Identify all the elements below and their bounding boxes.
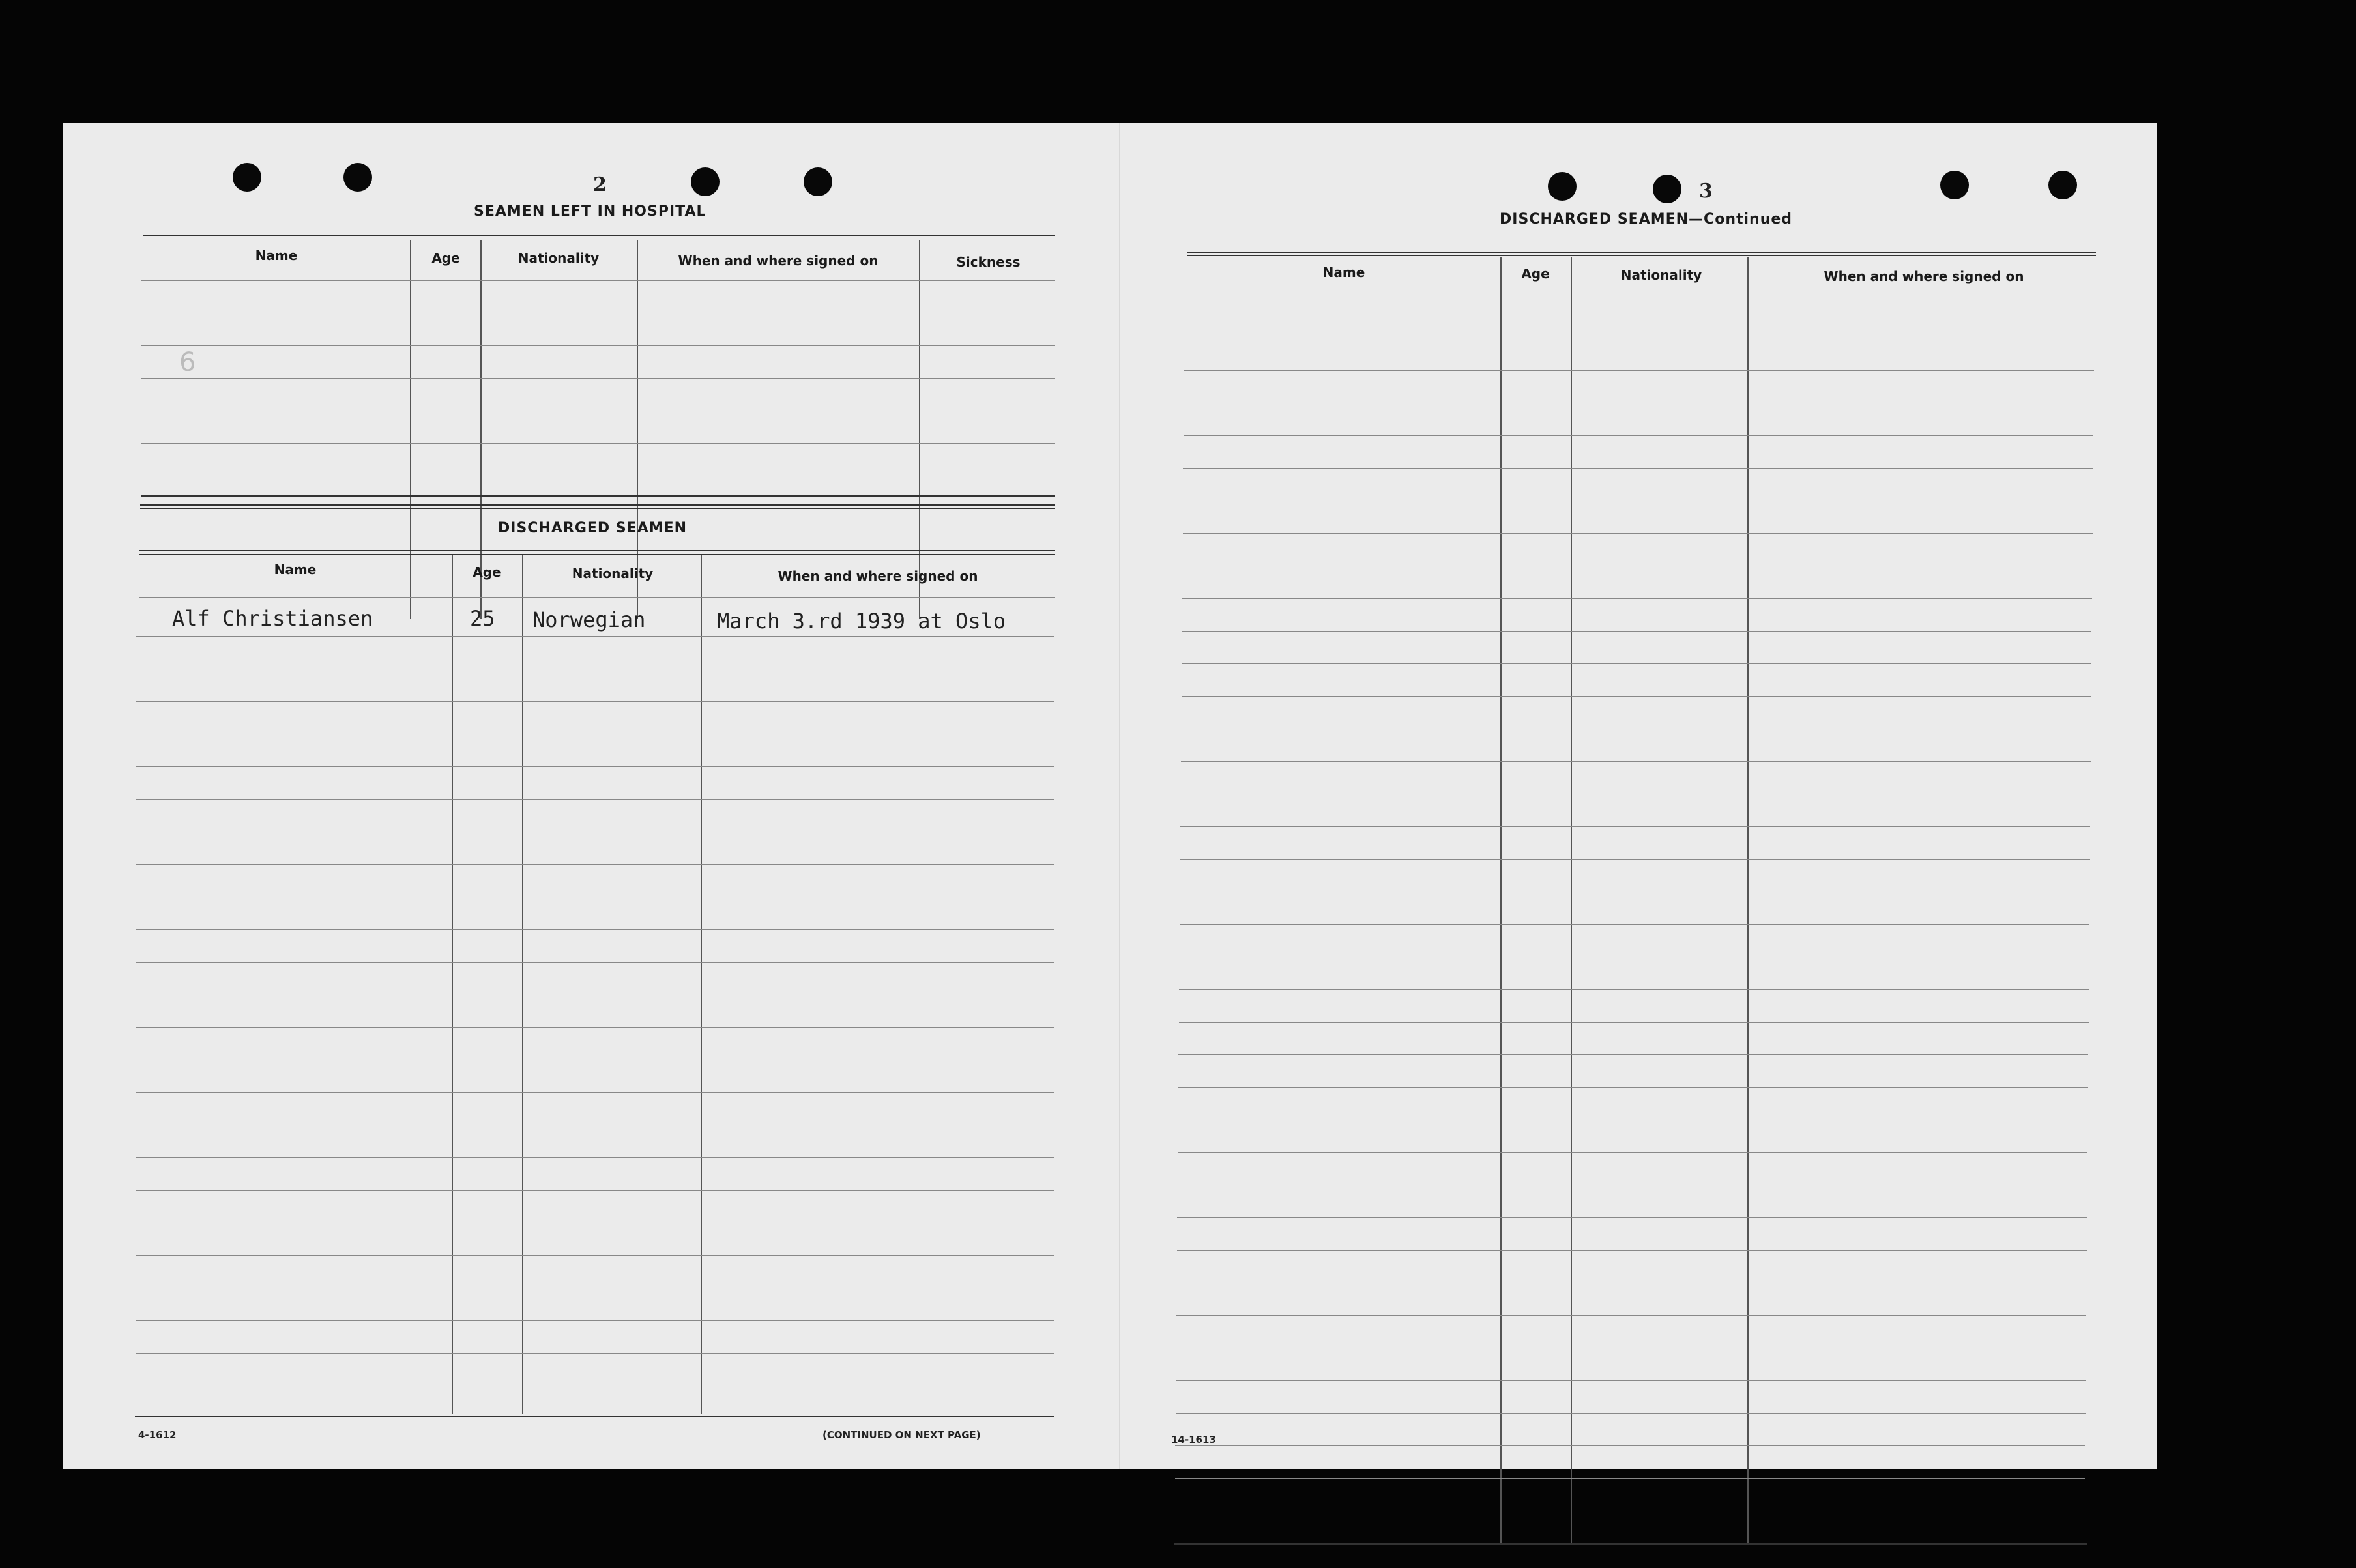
row-line: [136, 1190, 1054, 1191]
column-divider: [522, 555, 523, 1414]
punch-hole: [1653, 175, 1681, 203]
row-line: [136, 962, 1054, 963]
section-title-discharged: DISCHARGED SEAMEN: [498, 520, 688, 536]
row-line: [136, 1320, 1054, 1321]
row-line: [1179, 989, 2089, 990]
punch-hole: [2048, 171, 2077, 199]
row-line: [136, 636, 1054, 637]
manifest-sheet: [63, 123, 2157, 1469]
column-divider: [1747, 257, 1749, 1543]
col-header-name: Name: [255, 248, 298, 263]
column-divider: [452, 555, 453, 1414]
row-line: [136, 1353, 1054, 1354]
row-line: [139, 597, 1055, 598]
punch-hole: [233, 163, 261, 192]
column-divider: [1500, 257, 1502, 1543]
row-line: [1177, 1217, 2087, 1218]
punch-hole: [343, 163, 372, 192]
row-line: [1180, 826, 2090, 827]
table-top-rule: [1187, 252, 2096, 256]
row-line: [136, 799, 1054, 800]
row-line: [136, 1157, 1054, 1158]
row-line: [1182, 663, 2091, 664]
section-title-discharged-continued: DISCHARGED SEAMEN—Continued: [1500, 211, 1793, 227]
col-header-age: Age: [431, 250, 460, 266]
row-line: [136, 1255, 1054, 1256]
row-line: [136, 1092, 1054, 1093]
col-header-name: Name: [274, 562, 317, 577]
stray-mark: 6: [179, 347, 196, 377]
punch-hole: [691, 167, 720, 196]
row-line: [1177, 1250, 2087, 1251]
col-header-age: Age: [1521, 266, 1550, 282]
table-top-rule: [143, 235, 1055, 239]
row-line: [1180, 924, 2089, 925]
table-rule: [140, 504, 1055, 509]
row-line: [1182, 696, 2091, 697]
page-number: 3: [1699, 180, 1713, 203]
continued-note: (CONTINUED ON NEXT PAGE): [822, 1429, 981, 1441]
right-page: [1119, 123, 2157, 1469]
row-line: [141, 280, 1055, 281]
row-line: [136, 701, 1054, 702]
row-line: [1175, 1445, 2085, 1446]
row-line: [136, 929, 1054, 930]
row-line: [136, 864, 1054, 865]
column-divider: [919, 240, 920, 619]
col-header-nationality: Nationality: [517, 250, 600, 266]
row-line: [141, 495, 1055, 497]
col-header-sickness: Sickness: [956, 254, 1021, 270]
column-divider: [1571, 257, 1572, 1543]
form-number: 14-1613: [1171, 1434, 1216, 1445]
column-divider: [480, 240, 482, 619]
row-line: [1178, 1054, 2088, 1055]
table-top-rule: [139, 550, 1055, 555]
form-number: 4-1612: [138, 1429, 177, 1441]
seaman-age: 25: [470, 606, 495, 631]
col-header-age: Age: [473, 564, 501, 580]
punch-hole: [804, 167, 832, 196]
row-line: [1176, 1315, 2086, 1316]
row-line: [1184, 435, 2093, 436]
row-line: [1178, 1087, 2088, 1088]
col-header-nationality: Nationality: [572, 566, 654, 581]
row-line: [135, 1416, 1054, 1417]
seaman-name: Alf Christiansen: [172, 606, 373, 631]
row-line: [1175, 1478, 2085, 1479]
row-line: [141, 378, 1055, 379]
row-line: [1182, 598, 2092, 599]
left-page: [63, 123, 1119, 1469]
col-header-signed-on: When and where signed on: [778, 568, 978, 584]
column-divider: [637, 240, 638, 619]
row-line: [1176, 1413, 2086, 1414]
row-line: [141, 443, 1055, 444]
col-header-name: Name: [1322, 265, 1365, 280]
row-line: [1183, 468, 2093, 469]
row-line: [1182, 631, 2091, 632]
page-number: 2: [593, 173, 607, 196]
punch-hole: [1548, 172, 1577, 201]
col-header-nationality: Nationality: [1620, 267, 1702, 283]
punch-hole: [1940, 171, 1969, 199]
row-line: [1183, 533, 2093, 534]
row-line: [136, 1027, 1054, 1028]
seaman-signed-on: March 3.rd 1939 at Oslo: [717, 609, 1006, 633]
row-line: [1181, 761, 2091, 762]
row-line: [1174, 1543, 2087, 1545]
seaman-nationality: Norwegian: [532, 607, 646, 632]
section-title-hospital: SEAMEN LEFT IN HOSPITAL: [474, 203, 706, 220]
col-header-signed-on: When and where signed on: [678, 253, 879, 269]
row-line: [1180, 859, 2090, 860]
row-line: [141, 345, 1055, 346]
row-line: [1179, 1022, 2089, 1023]
row-line: [1176, 1380, 2086, 1381]
col-header-signed-on: When and where signed on: [1824, 269, 2024, 284]
row-line: [1184, 370, 2094, 371]
column-divider: [701, 555, 702, 1414]
row-line: [136, 766, 1054, 767]
row-line: [1178, 1152, 2087, 1153]
